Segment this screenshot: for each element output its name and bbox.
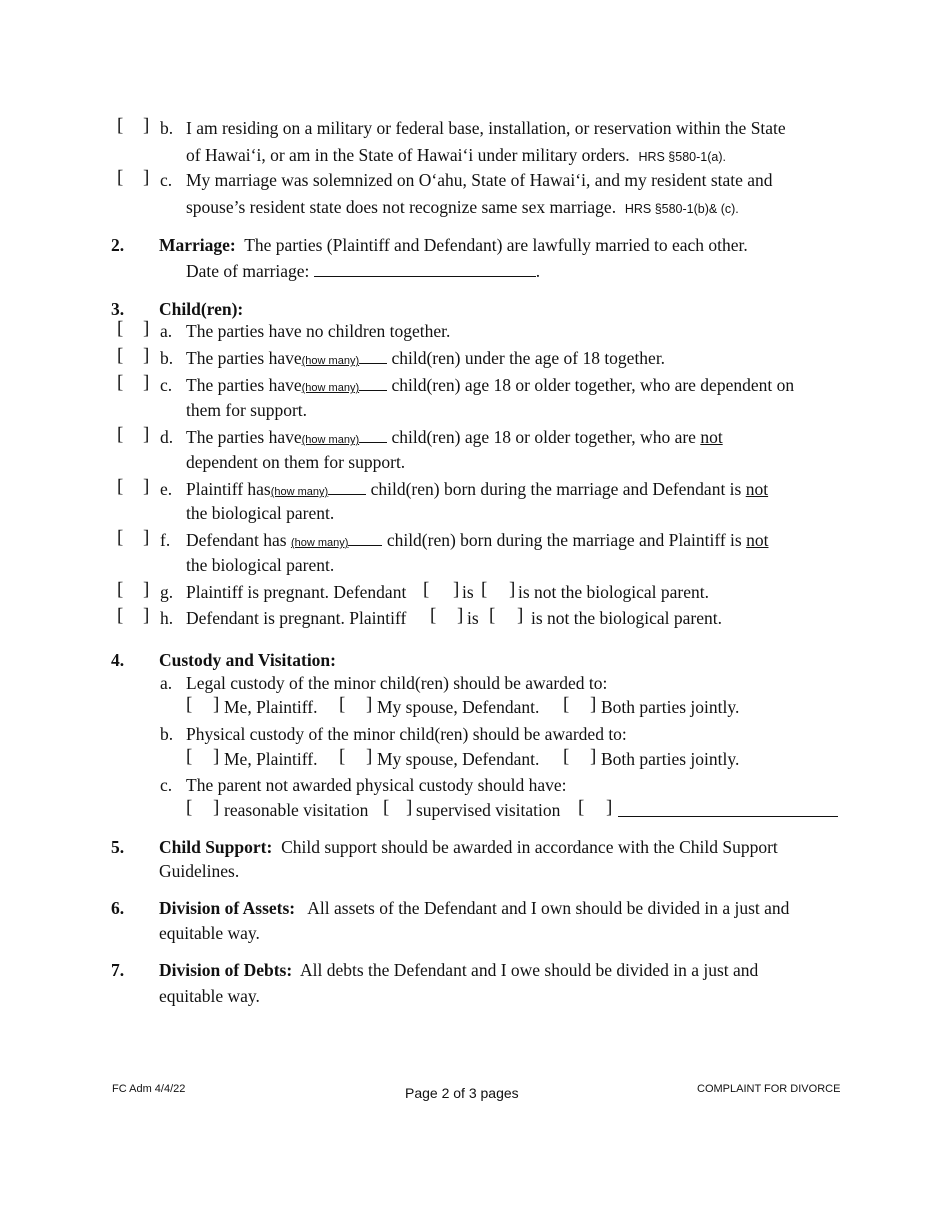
item-3b-text: The parties have(how many) child(ren) under the age of 18 together.: [186, 348, 666, 368]
item-3h-text: Defendant is pregnant. Plaintiff: [186, 608, 407, 628]
item-3d-text-line2: dependent on them for support.: [186, 452, 406, 472]
item-letter: d.: [160, 427, 174, 447]
section-7-text: Division of Debts: All debts the Defendant and I owe should be divided in a just and: [159, 960, 759, 980]
item-3c-text-line2: them for support.: [186, 400, 308, 420]
how-many-blank[interactable]: [359, 427, 387, 443]
item-letter: h.: [160, 608, 174, 628]
date-of-marriage-field[interactable]: [314, 261, 536, 277]
item-letter: c.: [160, 170, 173, 190]
footer-page-number: Page 2 of 3 pages: [405, 1085, 519, 1101]
date-of-marriage-row: Date of marriage: .: [186, 261, 541, 281]
item-3e-text-line2: the biological parent.: [186, 503, 335, 523]
section-2-text: Marriage: The parties (Plaintiff and Defendant) are lawfully married to each other.: [159, 235, 748, 255]
section-number: 5.: [111, 837, 125, 857]
how-many-field[interactable]: (how many): [301, 355, 360, 367]
item-letter: g.: [160, 582, 174, 602]
footer-form-id: FC Adm 4/4/22: [112, 1083, 186, 1095]
section-number: 3.: [111, 299, 125, 319]
section-7-text-line2: equitable way.: [159, 986, 260, 1006]
how-many-blank[interactable]: [348, 530, 382, 546]
item-letter: c.: [160, 775, 173, 795]
section-number: 7.: [111, 960, 125, 980]
is-label: is: [462, 582, 474, 602]
how-many-blank[interactable]: [359, 348, 387, 364]
is-label: is: [467, 608, 479, 628]
is-not-label: is not the biological parent.: [518, 582, 709, 602]
section-heading: Child(ren):: [159, 299, 244, 319]
how-many-blank[interactable]: [359, 375, 387, 391]
section-5-text: Child Support: Child support should be awarded in accordance with the Child Support: [159, 837, 778, 857]
section-number: 4.: [111, 650, 125, 670]
how-many-field[interactable]: (how many): [301, 382, 360, 394]
item-letter: a.: [160, 673, 173, 693]
option-label: reasonable visitation: [224, 800, 369, 820]
footer-document-title: COMPLAINT FOR DIVORCE: [697, 1083, 841, 1095]
section-number: 6.: [111, 898, 125, 918]
section-heading: Division of Assets:: [159, 898, 296, 918]
section-heading: Child Support:: [159, 837, 273, 857]
section-number: 2.: [111, 235, 125, 255]
item-letter: f.: [160, 530, 171, 550]
item-1b-text: I am residing on a military or federal base, installation, or reservation within the State: [186, 118, 786, 138]
section-heading: Division of Debts:: [159, 960, 293, 980]
how-many-blank[interactable]: [328, 479, 366, 495]
option-label: Me, Plaintiff.: [224, 749, 318, 769]
section-6-text-line2: equitable way.: [159, 923, 260, 943]
item-letter: b.: [160, 724, 174, 744]
item-letter: c.: [160, 375, 173, 395]
statute-citation: HRS §580-1(b)& (c).: [624, 202, 739, 216]
option-label: Me, Plaintiff.: [224, 697, 318, 717]
section-heading: Custody and Visitation:: [159, 650, 336, 670]
date-of-marriage-label: Date of marriage:: [186, 261, 310, 281]
option-label: My spouse, Defendant.: [377, 749, 540, 769]
section-6-text: Division of Assets: All assets of the Defendant and I own should be divided in a just and: [159, 898, 790, 918]
is-not-label: is not the biological parent.: [531, 608, 722, 628]
item-4b-text: Physical custody of the minor child(ren) should be awarded to:: [186, 724, 627, 744]
item-4a-text: Legal custody of the minor child(ren) should be awarded to:: [186, 673, 608, 693]
statute-citation: HRS §580-1(a).: [638, 150, 726, 164]
item-3a-text: The parties have no children together.: [186, 321, 451, 341]
item-3f-text-line2: the biological parent.: [186, 555, 335, 575]
option-label: My spouse, Defendant.: [377, 697, 540, 717]
item-letter: e.: [160, 479, 173, 499]
item-4c-text: The parent not awarded physical custody should have:: [186, 775, 567, 795]
item-3g-text: Plaintiff is pregnant. Defendant: [186, 582, 407, 602]
how-many-field[interactable]: (how many): [270, 486, 329, 498]
item-3c-text: The parties have(how many) child(ren) age 18 or older together, who are dependent on: [186, 375, 795, 395]
item-letter: b.: [160, 348, 174, 368]
item-1c-text-line2: spouse’s resident state does not recognize same sex marriage. HRS §580-1(b)& (c).: [186, 197, 739, 217]
other-visitation-field[interactable]: [618, 800, 838, 817]
option-label: Both parties jointly.: [601, 749, 740, 769]
item-3f-text: Defendant has (how many) child(ren) born during the marriage and Plaintiff is not: [186, 530, 769, 550]
item-3d-text: The parties have(how many) child(ren) age 18 or older together, who are not: [186, 427, 723, 447]
section-5-text-line2: Guidelines.: [159, 861, 240, 881]
item-3e-text: Plaintiff has(how many) child(ren) born during the marriage and Defendant is not: [186, 479, 769, 499]
item-1b-text-line2: of Hawai‘i, or am in the State of Hawai‘i under military orders. HRS §580-1(a).: [186, 145, 726, 165]
section-heading: Marriage:: [159, 235, 236, 255]
option-label: Both parties jointly.: [601, 697, 740, 717]
how-many-field[interactable]: (how many): [301, 434, 360, 446]
item-letter: a.: [160, 321, 173, 341]
item-letter: b.: [160, 118, 174, 138]
item-1c-text: My marriage was solemnized on O‘ahu, State of Hawai‘i, and my resident state and: [186, 170, 773, 190]
option-label: supervised visitation: [416, 800, 561, 820]
how-many-field[interactable]: (how many): [290, 537, 349, 549]
